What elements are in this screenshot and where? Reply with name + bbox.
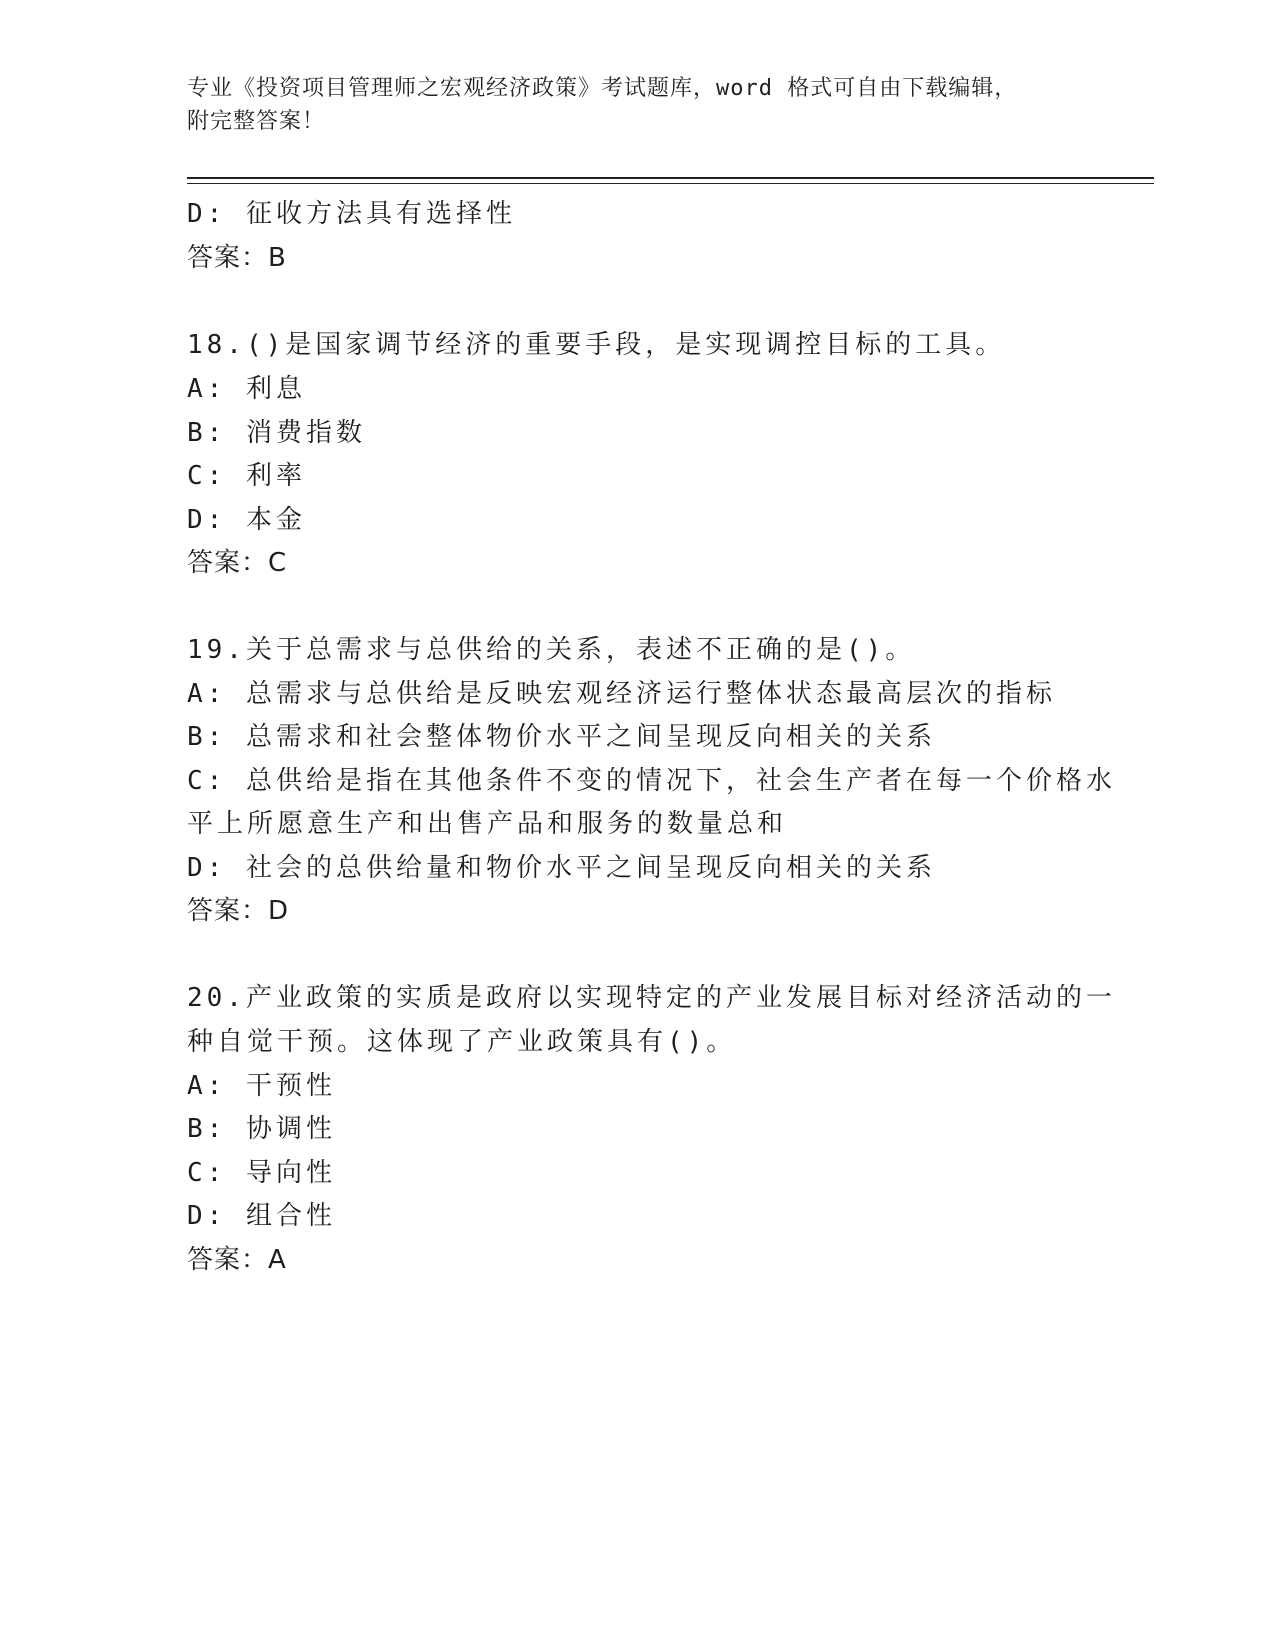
- q18-option-d: D: 本金: [187, 505, 306, 535]
- q20-option-c: C: 导向性: [187, 1158, 336, 1188]
- header-divider-thin: [187, 183, 1154, 184]
- q20-stem-line-2: 种自觉干预。这体现了产业政策具有()。: [187, 1027, 737, 1057]
- q19-answer: 答案：D: [187, 896, 290, 926]
- q20-option-b: B: 协调性: [187, 1114, 336, 1144]
- q19-option-b: B: 总需求和社会整体物价水平之间呈现反向相关的关系: [187, 722, 936, 752]
- q18-option-c: C: 利率: [187, 461, 306, 491]
- q20-option-a: A: 干预性: [187, 1071, 336, 1101]
- q20-option-d: D: 组合性: [187, 1201, 336, 1231]
- q17-answer: 答案：B: [187, 243, 287, 273]
- q19-option-a: A: 总需求与总供给是反映宏观经济运行整体状态最高层次的指标: [187, 679, 1056, 709]
- q17-option-d: D: 征收方法具有选择性: [187, 199, 516, 229]
- q19-option-c-line-2: 平上所愿意生产和出售产品和服务的数量总和: [187, 809, 788, 839]
- q18-option-b: B: 消费指数: [187, 418, 366, 448]
- q20-answer: 答案：A: [187, 1245, 287, 1275]
- q19-option-d: D: 社会的总供给量和物价水平之间呈现反向相关的关系: [187, 853, 936, 883]
- q18-stem: 18.()是国家调节经济的重要手段，是实现调控目标的工具。: [187, 330, 1006, 360]
- q20-stem-line-1: 20.产业政策的实质是政府以实现特定的产业发展目标对经济活动的一: [187, 983, 1116, 1013]
- q19-stem: 19.关于总需求与总供给的关系，表述不正确的是()。: [187, 635, 916, 665]
- q19-option-c-line-1: C: 总供给是指在其他条件不变的情况下，社会生产者在每一个价格水: [187, 766, 1116, 796]
- header-line-2: 附完整答案！: [187, 109, 326, 134]
- q18-answer: 答案：C: [187, 548, 288, 578]
- header-line-1: 专业《投资项目管理师之宏观经济政策》考试题库，word 格式可自由下载编辑，: [187, 76, 1018, 101]
- header-divider-thick: [187, 177, 1154, 179]
- document-header: [187, 72, 1087, 138]
- q18-option-a: A: 利息: [187, 374, 306, 404]
